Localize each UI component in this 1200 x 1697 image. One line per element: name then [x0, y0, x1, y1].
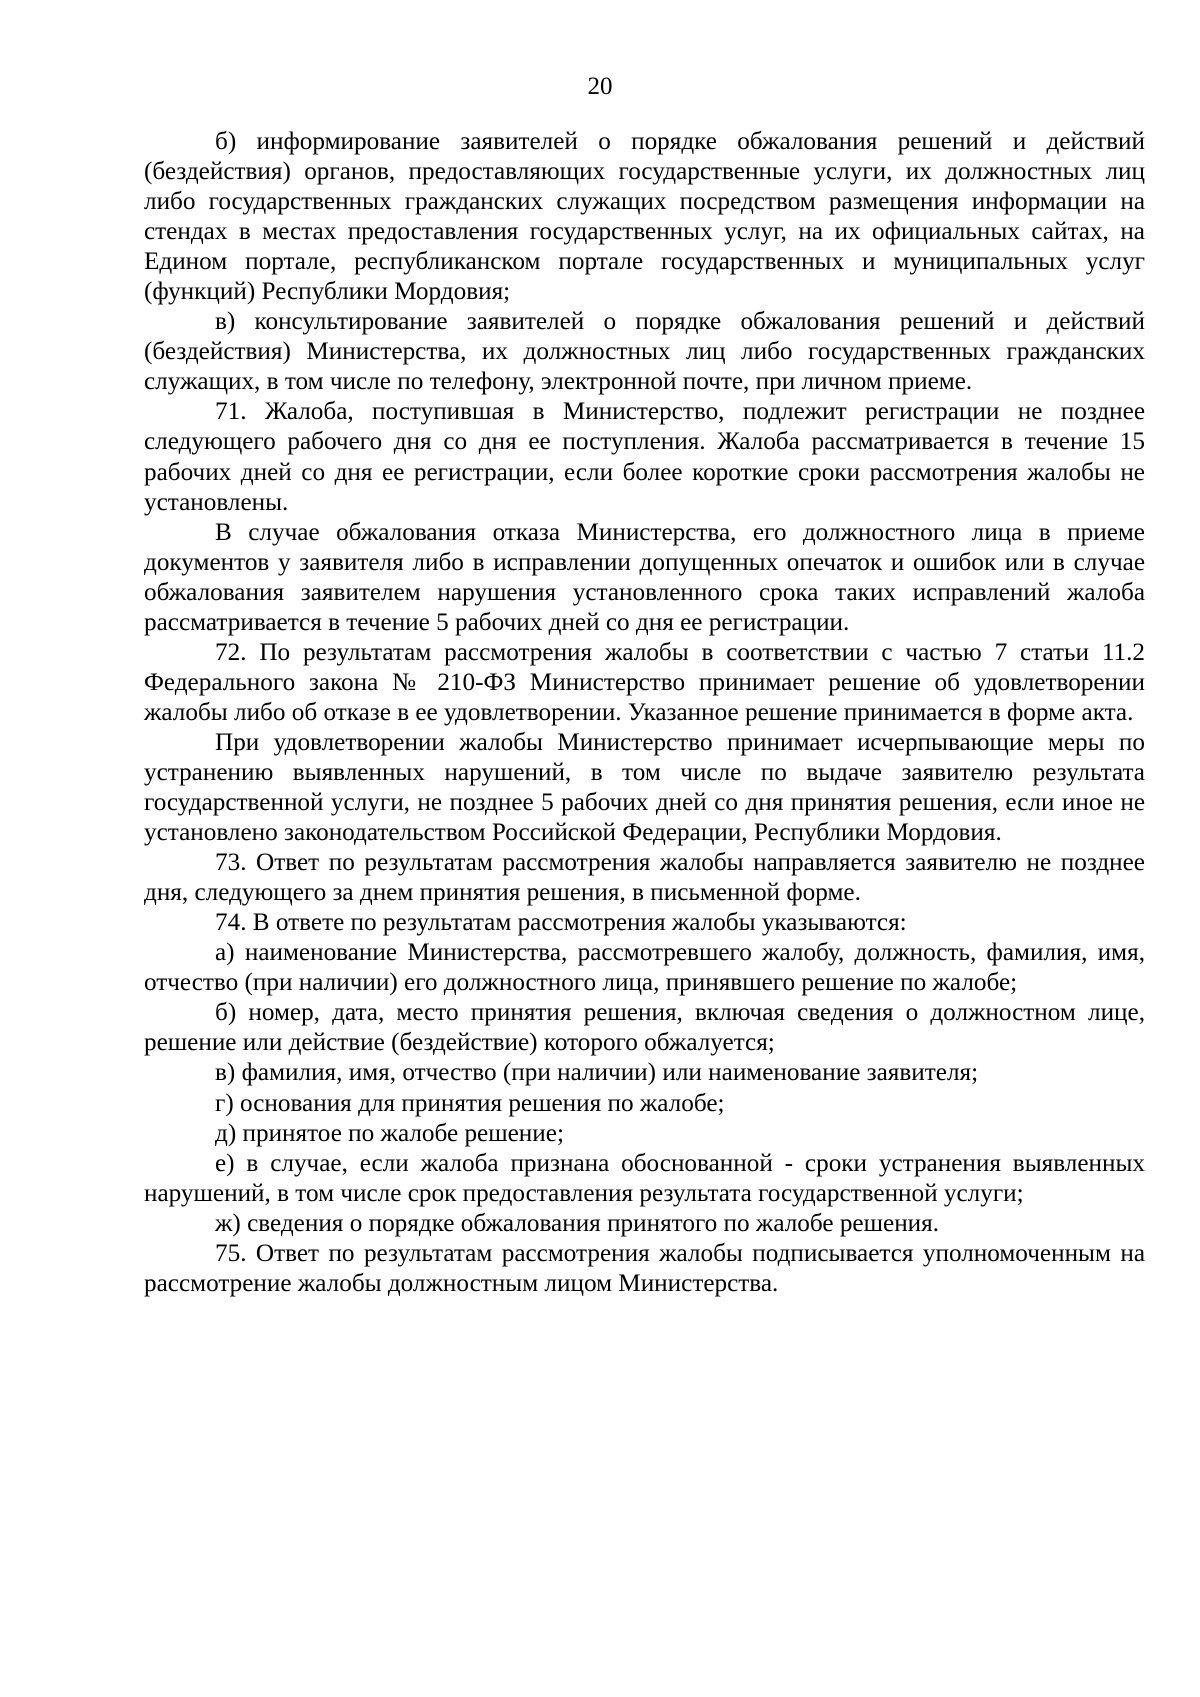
- paragraph-71-registration: 71. Жалоба, поступившая в Министерство, подлежит регистрации не позднее следующего рабочего дня со дня ее поступления. Жалоба рассматривается в течение 15 рабочих дней со дня ее регистрации, если более короткие сроки рассмотрения жалобы не установлены.: [144, 398, 1145, 516]
- list-item-d: д) принятое по жалобе решение;: [215, 1119, 564, 1147]
- list-item-b: б) номер, дата, место принятия решения, включая сведения о должностном лице, решение или действие (бездействие) которого обжалуется;: [144, 999, 1145, 1057]
- paragraph-75-signature: 75. Ответ по результатам рассмотрения жалобы подписывается уполномоченным на рассмотрение жалобы должностным лицом Министерства.: [144, 1239, 1145, 1297]
- paragraph-72-decision: 72. По результатам рассмотрения жалобы в соответствии с частью 7 статьи 11.2 Федерального закона № 210-ФЗ Министерство принимает решение об удовлетворении жалобы либо об отказе в ее удовлетворении. Указанное решение принимается в форме акта.: [144, 638, 1145, 726]
- list-item-g: г) основания для принятия решения по жалобе;: [215, 1089, 725, 1117]
- paragraph-72-satisfaction: При удовлетворении жалобы Министерство принимает исчерпывающие меры по устранению выявленных нарушений, в том числе по выдаче заявителю результата государственной услуги, не позднее 5 рабочих дней со дня принятия решения, если иное не установлено законодательством Российской Федерации, Республики Мордовия.: [144, 728, 1145, 847]
- list-item-a: а) наименование Министерства, рассмотревшего жалобу, должность, фамилия, имя, отчество (при наличии) его должностного лица, принявшего решение по жалобе;: [144, 939, 1145, 997]
- paragraph-v-consulting: в) консультирование заявителей о порядке обжалования решений и действий (бездействия) Министерства, их должностных лиц либо государственных гражданских служащих, в том числе по телефону, электронной почте, при личном приеме.: [144, 308, 1145, 396]
- page-number: 20: [587, 73, 613, 100]
- document-body: [144, 127, 1145, 1299]
- list-item-zh: ж) сведения о порядке обжалования принятого по жалобе решения.: [215, 1209, 940, 1237]
- list-item-v: в) фамилия, имя, отчество (при наличии) или наименование заявителя;: [215, 1059, 979, 1087]
- list-item-e: е) в случае, если жалоба признана обоснованной - сроки устранения выявленных нарушений, в том числе срок предоставления результата государственной услуги;: [144, 1149, 1145, 1207]
- paragraph-b-informing: б) информирование заявителей о порядке обжалования решений и действий (бездействия) органов, предоставляющих государственные услуги, их должностных лиц либо государственных гражданских служащих посредством размещения информации на стендах в местах предоставления государственных услуг, на их официальных сайтах, на Едином портале, республиканском портале государственных и муниципальных услуг (функций) Республики Мордовия;: [144, 128, 1145, 306]
- paragraph-74-response-contents: 74. В ответе по результатам рассмотрения жалобы указываются:: [215, 909, 907, 937]
- paragraph-71-refusal-appeal: В случае обжалования отказа Министерства, его должностного лица в приеме документов у заявителя либо в исправлении допущенных опечаток и ошибок или в случае обжалования заявителем нарушения установленного срока таких исправлений жалоба рассматривается в течение 5 рабочих дней со дня ее регистрации.: [144, 518, 1145, 636]
- paragraph-73-response: 73. Ответ по результатам рассмотрения жалобы направляется заявителю не позднее дня, следующего за днем принятия решения, в письменной форме.: [144, 849, 1145, 907]
